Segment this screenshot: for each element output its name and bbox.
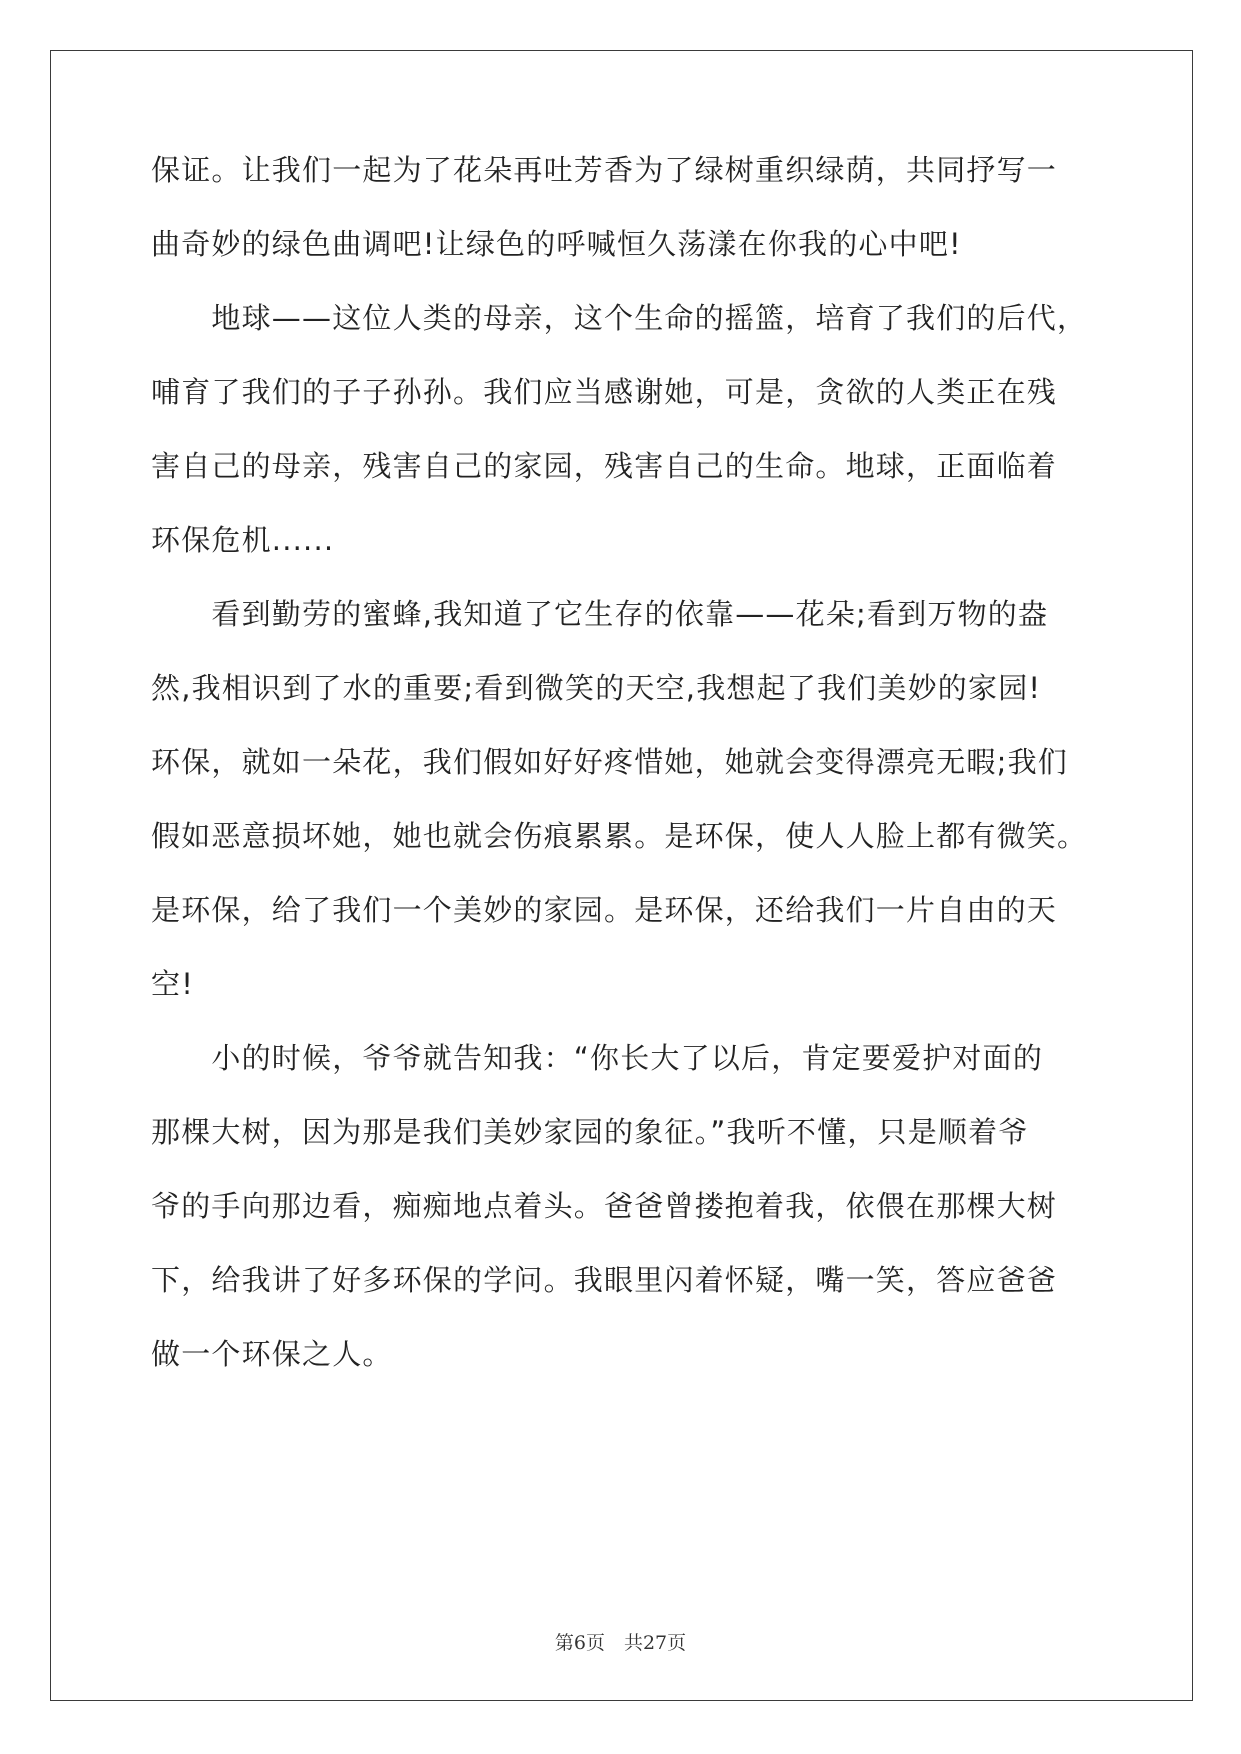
text-line: 假如恶意损坏她，她也就会伤痕累累。是环保，使人人脸上都有微笑。	[151, 819, 1088, 853]
text-line: 小的时候，爷爷就告知我：“你长大了以后，肯定要爱护对面的	[151, 1041, 1044, 1075]
text-line: 是环保，给了我们一个美妙的家园。是环保，还给我们一片自由的天	[151, 893, 1058, 927]
text-line: 环保，就如一朵花，我们假如好好疼惜她，她就会变得漂亮无暇;我们	[151, 745, 1068, 779]
text-line: 保证。让我们一起为了花朵再吐芳香为了绿树重织绿荫，共同抒写一	[151, 153, 1058, 187]
text-line: 看到勤劳的蜜蜂,我知道了它生存的依靠——花朵;看到万物的盎	[151, 597, 1049, 631]
text-line: 爷的手向那边看，痴痴地点着头。爸爸曾搂抱着我，依偎在那棵大树	[151, 1189, 1058, 1223]
text-line: 环保危机......	[151, 523, 335, 557]
page-border	[50, 50, 1193, 1701]
text-line: 做一个环保之人。	[151, 1337, 393, 1371]
text-line: 然,我相识到了水的重要;看到微笑的天空,我想起了我们美妙的家园!	[151, 671, 1042, 705]
text-line: 地球——这位人类的母亲，这个生命的摇篮，培育了我们的后代，	[151, 301, 1088, 335]
text-line: 害自己的母亲，残害自己的家园，残害自己的生命。地球，正面临着	[151, 449, 1058, 483]
text-line: 那棵大树，因为那是我们美妙家园的象征。”我听不懂，只是顺着爷	[151, 1115, 1029, 1149]
text-line: 哺育了我们的子子孙孙。我们应当感谢她，可是，贪欲的人类正在残	[151, 375, 1058, 409]
text-line: 下，给我讲了好多环保的学问。我眼里闪着怀疑，嘴一笑，答应爸爸	[151, 1263, 1058, 1297]
page-number-footer: 第6页 共27页	[554, 1632, 687, 1654]
text-line: 空!	[151, 967, 195, 1001]
text-line: 曲奇妙的绿色曲调吧!让绿色的呼喊恒久荡漾在你我的心中吧!	[151, 227, 962, 261]
